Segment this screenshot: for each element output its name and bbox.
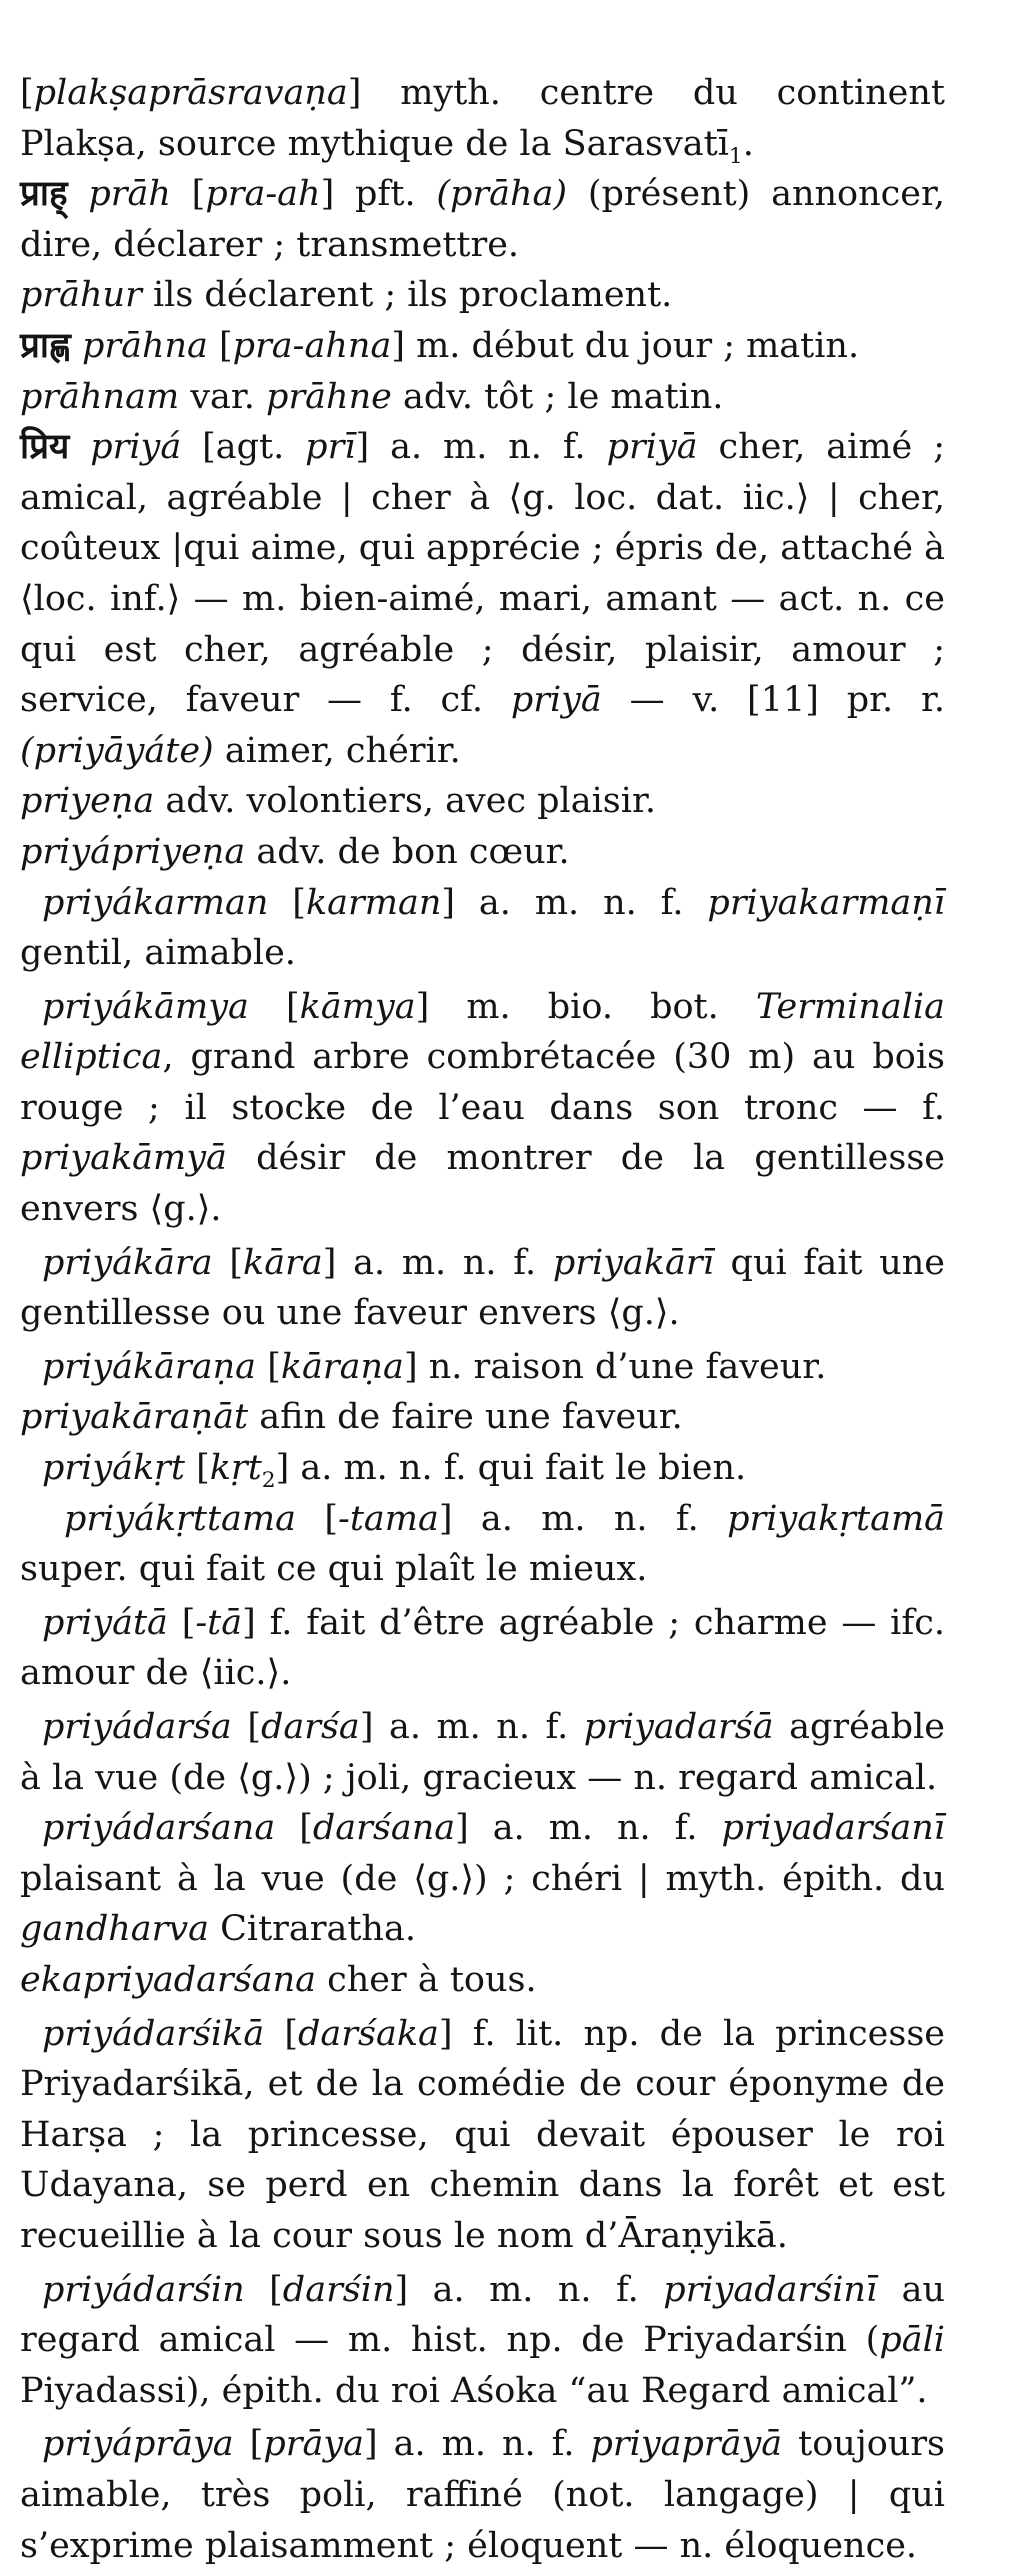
entry-italic-term: priyadarśanī bbox=[721, 1808, 946, 1849]
entry-italic-term: kāra bbox=[243, 1242, 323, 1283]
entry-priyadarsin bbox=[20, 2265, 945, 2417]
entry-text: toujours aimable, très poli, raffiné (not. langage) | qui s’exprime plaisamment ; éloquent — n. éloquence. bbox=[20, 2424, 946, 2566]
entry-prahur bbox=[20, 270, 945, 321]
entry-italic-term: prāh bbox=[88, 174, 171, 215]
entry-italic-term: prāya bbox=[263, 2424, 364, 2465]
entry-text: aimer, chérir. bbox=[213, 730, 461, 771]
entry-text: . bbox=[742, 123, 754, 164]
entry-italic-term: priyádarśikā bbox=[42, 2013, 265, 2054]
entry-text: Citraratha. bbox=[209, 1909, 416, 1950]
entry-italic-term: priyákṛt bbox=[42, 1448, 185, 1489]
entry-italic-term: priyeṇa bbox=[20, 781, 155, 822]
entry-italic-term: (priyāyáte) bbox=[20, 730, 214, 771]
entry-italic-term: priyákṛttama bbox=[64, 1498, 296, 1539]
entry-text: [ bbox=[212, 1242, 244, 1283]
entry-text: [ bbox=[207, 325, 233, 366]
entry-priyakaranat bbox=[20, 1392, 945, 1443]
entry-italic-term: pra-ahna bbox=[232, 325, 392, 366]
entry-text: adv. tôt ; le matin. bbox=[391, 376, 724, 417]
entry-priyata bbox=[20, 1598, 945, 1699]
entry-italic-term: priyā bbox=[606, 427, 698, 468]
entry-text: ] f. lit. np. de la princesse Priyadarśikā, et de la comédie de cour éponyme de Harṣa ; la princesse, qui devait épouser le roi Udayana, se perd en chemin dans la forêt et est recueillie à la cour sous le nom d’Āraṇyikā. bbox=[20, 2013, 945, 2256]
entry-italic-term: (prāha) bbox=[436, 174, 568, 215]
entry-text: ] m. début du jour ; matin. bbox=[391, 325, 860, 366]
entry-ekapriyadarsana bbox=[20, 1955, 945, 2006]
entry-text: ] a. m. n. f. bbox=[394, 2269, 664, 2310]
entry-plaksaprasravana bbox=[20, 68, 945, 169]
entry-text: [ bbox=[231, 1707, 261, 1747]
entry-priyakarana bbox=[20, 1342, 945, 1393]
entry-italic-term: priyakṛtamā bbox=[727, 1498, 946, 1539]
entry-text: ] n. raison d’une faveur. bbox=[403, 1346, 827, 1387]
entry-text: [ bbox=[264, 2013, 299, 2054]
entry-text: Piyadassi), épith. du roi Aśoka “au Regard amical”. bbox=[20, 2370, 928, 2411]
entry-italic-term: -tā bbox=[195, 1602, 243, 1643]
entry-text: plaisant à la vue (de ⟨g.⟩) ; chéri | myth. épith. du bbox=[20, 1858, 945, 1899]
entry-italic-term: priyádarśa bbox=[42, 1707, 232, 1747]
entry-italic-term: priyakārī bbox=[552, 1242, 714, 1283]
entry-priya bbox=[20, 422, 945, 776]
entry-italic-term: prāhna bbox=[81, 325, 208, 366]
entry-text: ] myth. centre du continent Plakṣa, source mythique de la Sarasvatī bbox=[20, 73, 945, 164]
entry-text: [ bbox=[295, 1498, 338, 1539]
entry-text: var. bbox=[179, 376, 267, 417]
entry-text: cher à tous. bbox=[316, 1959, 537, 2000]
entry-priyakarman bbox=[20, 878, 945, 979]
entry-text: désir de montrer de la gentillesse envers ⟨g.⟩. bbox=[20, 1138, 945, 1230]
entry-text: ] a. m. n. f. bbox=[322, 1242, 553, 1283]
subscript-number: 1 bbox=[728, 143, 743, 169]
entry-text: afin de faire une faveur. bbox=[248, 1397, 683, 1438]
entry-text: [ bbox=[233, 2424, 264, 2465]
entry-priyapriyena bbox=[20, 827, 945, 878]
entry-text: [ bbox=[248, 986, 300, 1027]
entry-text: , grand arbre combrétacée (30 m) au bois rouge ; il stocke de l’eau dans son tronc — f. bbox=[20, 1037, 945, 1128]
entry-priyakamya bbox=[20, 982, 945, 1235]
entry-text bbox=[71, 326, 82, 366]
entry-italic-term: priyá bbox=[90, 427, 182, 468]
entry-italic-term: darśaka bbox=[298, 2013, 439, 2054]
entry-text: gentil, aimable. bbox=[20, 933, 296, 974]
entry-italic-term: Terminalia elliptica bbox=[20, 986, 945, 1078]
entry-italic-term: prāhnam bbox=[20, 376, 180, 417]
entry-text: ] a. m. n. f. qui fait le bien. bbox=[275, 1448, 747, 1489]
entry-text: ] a. m. n. f. bbox=[441, 882, 708, 923]
entry-text: ] a. m. n. f. bbox=[363, 2424, 591, 2465]
entry-italic-term: priyádarśin bbox=[42, 2269, 245, 2310]
entry-prahnam bbox=[20, 372, 945, 423]
entry-italic-term: gandharva bbox=[20, 1909, 209, 1950]
entry-text: adv. de bon cœur. bbox=[245, 831, 570, 872]
entry-priyakara bbox=[20, 1238, 945, 1339]
entry-italic-term: priyákāmya bbox=[42, 986, 249, 1027]
entry-text: [agt. bbox=[181, 427, 306, 468]
entry-text: (présent) annoncer, dire, déclarer ; transmettre. bbox=[20, 174, 945, 265]
entry-italic-term: priyadarśā bbox=[583, 1707, 774, 1747]
entry-text: [ bbox=[268, 882, 306, 923]
entry-text: ] pft. bbox=[320, 174, 437, 215]
entry-italic-term: priyákāra bbox=[42, 1242, 213, 1283]
entry-prahna bbox=[20, 321, 945, 372]
entry-text: qui fait une gentillesse ou une faveur envers ⟨g.⟩. bbox=[20, 1242, 946, 1334]
entry-text: [ bbox=[275, 1808, 313, 1849]
entry-italic-term: -tama bbox=[338, 1498, 439, 1539]
entry-text bbox=[68, 174, 89, 214]
entry-italic-term: priyaprāyā bbox=[590, 2424, 783, 2465]
entry-priyakrttama bbox=[20, 1494, 945, 1595]
entry-text: [ bbox=[167, 1602, 196, 1643]
entry-text: ] f. fait d’être agréable ; charme — ifc. amour de ⟨iic.⟩. bbox=[20, 1602, 945, 1694]
entry-priyena bbox=[20, 776, 945, 827]
entry-italic-term: pra-ah bbox=[205, 174, 321, 215]
entry-italic-term: prāhne bbox=[266, 376, 392, 417]
entry-text: — v. [11] pr. r. bbox=[601, 680, 945, 721]
entry-italic-term: karman bbox=[305, 882, 442, 923]
entry-italic-term: ekapriyadarśana bbox=[20, 1959, 316, 2000]
devanagari-headword: प्रिय bbox=[20, 427, 70, 468]
entry-italic-term: darśin bbox=[282, 2269, 395, 2310]
entry-priyadarsa bbox=[20, 1702, 945, 1803]
entry-italic-term: kṛt bbox=[209, 1448, 262, 1489]
entry-italic-term: darśa bbox=[260, 1707, 360, 1747]
entry-italic-term: priyádarśana bbox=[42, 1808, 276, 1849]
entry-italic-term: darśana bbox=[312, 1808, 456, 1849]
entry-italic-term: priyáprāya bbox=[42, 2424, 234, 2465]
entry-text: [ bbox=[170, 174, 206, 215]
entry-text bbox=[69, 427, 90, 467]
entry-text: super. qui fait ce qui plaît le mieux. bbox=[20, 1549, 648, 1590]
subscript-number: 2 bbox=[261, 1468, 276, 1494]
devanagari-headword: प्राह् bbox=[20, 174, 68, 215]
entry-italic-term: priyákarman bbox=[42, 882, 269, 923]
entry-text: [ bbox=[244, 2269, 283, 2310]
entry-italic-term: prī bbox=[305, 427, 356, 468]
entry-italic-term: priyákāraṇa bbox=[42, 1346, 257, 1387]
entry-italic-term: prāhur bbox=[20, 275, 142, 316]
entry-italic-term: kāmya bbox=[299, 986, 416, 1027]
entry-italic-term: priyápriyeṇa bbox=[20, 831, 246, 872]
entry-italic-term: kāraṇa bbox=[280, 1346, 404, 1387]
entry-text: au regard amical — m. hist. np. de Priyadarśin ( bbox=[20, 2269, 946, 2361]
entry-text: ] a. m. n. f. bbox=[455, 1808, 722, 1849]
entry-priyadarsana bbox=[20, 1803, 945, 1955]
entry-italic-term: priyakarmaṇī bbox=[707, 882, 945, 923]
entry-prah bbox=[20, 169, 945, 270]
entry-text: agréable à la vue (de ⟨g.⟩) ; joli, gracieux — n. regard amical. bbox=[20, 1707, 945, 1798]
entry-text: [ bbox=[256, 1346, 281, 1387]
entry-text: ] a. m. n. f. bbox=[355, 427, 607, 468]
entry-text: cher, aimé ; amical, agréable | cher à ⟨g. loc. dat. iic.⟩ | cher, coûteux |qui aime, qui apprécie ; épris de, attaché à ⟨loc. inf.⟩ — m. bien-aimé, mari, amant — act. n. ce qui est cher, agréable ; désir, plaisir, amour ; service, faveur — f. cf. bbox=[20, 427, 945, 721]
devanagari-headword: प्राह्ण bbox=[20, 325, 71, 366]
entry-italic-term: priyakāmyā bbox=[20, 1138, 227, 1179]
entry-italic-term: priyakāraṇāt bbox=[20, 1397, 249, 1438]
entry-text: ils déclarent ; ils proclament. bbox=[141, 275, 673, 316]
entry-text: ] a. m. n. f. bbox=[359, 1707, 584, 1747]
entry-italic-term: priyā bbox=[510, 680, 602, 721]
entry-text: ] a. m. n. f. bbox=[438, 1498, 728, 1539]
entry-text: [ bbox=[20, 73, 34, 113]
entry-priyakrt bbox=[20, 1443, 945, 1494]
entry-italic-term: pāli bbox=[879, 2320, 945, 2361]
entry-text: ] m. bio. bot. bbox=[415, 986, 756, 1027]
entry-italic-term: priyátā bbox=[42, 1602, 168, 1643]
entry-text: adv. volontiers, avec plaisir. bbox=[154, 781, 656, 822]
entry-priyadarsika bbox=[20, 2009, 945, 2262]
entry-italic-term: priyadarśinī bbox=[663, 2269, 878, 2310]
entry-text: [ bbox=[184, 1448, 210, 1489]
entry-priyapraya bbox=[20, 2419, 945, 2571]
entry-italic-term: plakṣaprāsravaṇa bbox=[33, 73, 348, 113]
